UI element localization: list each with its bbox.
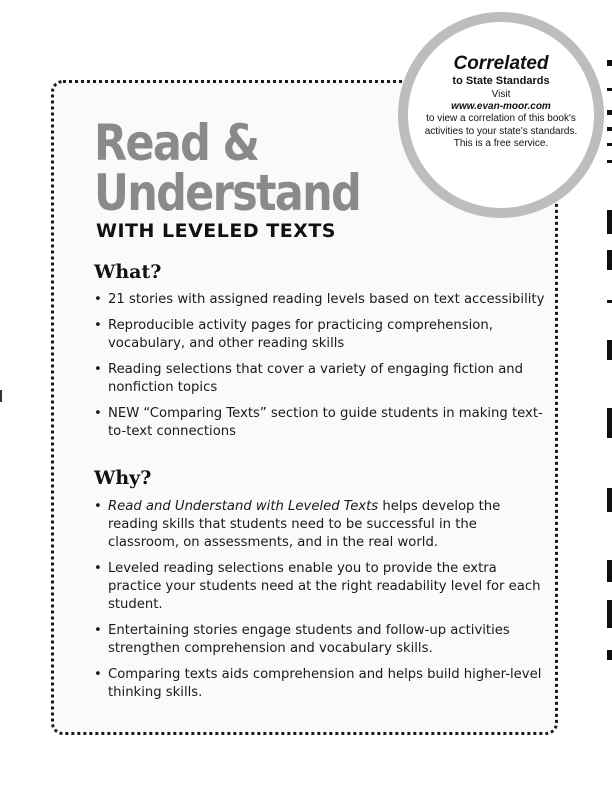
title-subtitle: WITH LEVELED TEXTS: [96, 220, 336, 242]
why-item-3: • Entertaining stories engage students and follow-up activities strengthen comprehension and vocabulary skills.: [94, 622, 549, 658]
what-heading: What?: [94, 261, 162, 283]
badge-title: Correlated: [453, 53, 549, 74]
edge-mark: [0, 390, 2, 402]
edge-mark: [607, 560, 612, 582]
edge-mark: [607, 300, 612, 303]
what-item-2: • Reproducible activity pages for practicing comprehension, vocabulary, and other reading skills: [94, 317, 549, 353]
edge-mark: [607, 60, 612, 66]
title-line-1: Read &: [94, 114, 259, 172]
why-item-2: • Leveled reading selections enable you to provide the extra practice your students need at the right readability level for each student.: [94, 560, 549, 614]
what-list: [94, 291, 549, 449]
badge-body: to view a correlation of this book's activities to your state's standards. This is a free service.: [424, 113, 578, 149]
edge-mark: [607, 340, 612, 360]
why-item-1: [94, 498, 549, 552]
edge-mark: [607, 408, 612, 438]
what-item-3: • Reading selections that cover a variety of engaging fiction and nonfiction topics: [94, 361, 549, 397]
what-item-4: • NEW “Comparing Texts” section to guide students in making text-to-text connections: [94, 405, 549, 441]
edge-mark: [607, 488, 612, 512]
why-item-1-text: helps develop the reading skills that students need to be successful in the classroom, on assessments, and in the real world.: [108, 499, 501, 550]
edge-mark: [607, 160, 612, 163]
edge-mark: [607, 250, 612, 270]
badge-subtitle: to State Standards: [452, 75, 550, 87]
edge-mark: [607, 88, 612, 91]
edge-mark: [607, 600, 612, 628]
badge-visit: Visit: [491, 89, 511, 100]
book-title-emphasis: Read and Understand with Leveled Texts: [108, 499, 379, 514]
badge-url-link[interactable]: www.evan-moor.com: [451, 101, 551, 112]
title-line-2: Understand: [94, 164, 361, 222]
what-item-1: • 21 stories with assigned reading levels based on text accessibility: [94, 291, 549, 309]
edge-mark: [607, 650, 612, 660]
edge-mark: [607, 143, 612, 146]
edge-mark: [607, 210, 612, 234]
edge-mark: [607, 110, 612, 115]
why-heading: Why?: [94, 467, 152, 489]
why-item-4: • Comparing texts aids comprehension and helps build higher-level thinking skills.: [94, 666, 549, 702]
edge-mark: [607, 127, 612, 131]
why-list: [94, 498, 549, 710]
